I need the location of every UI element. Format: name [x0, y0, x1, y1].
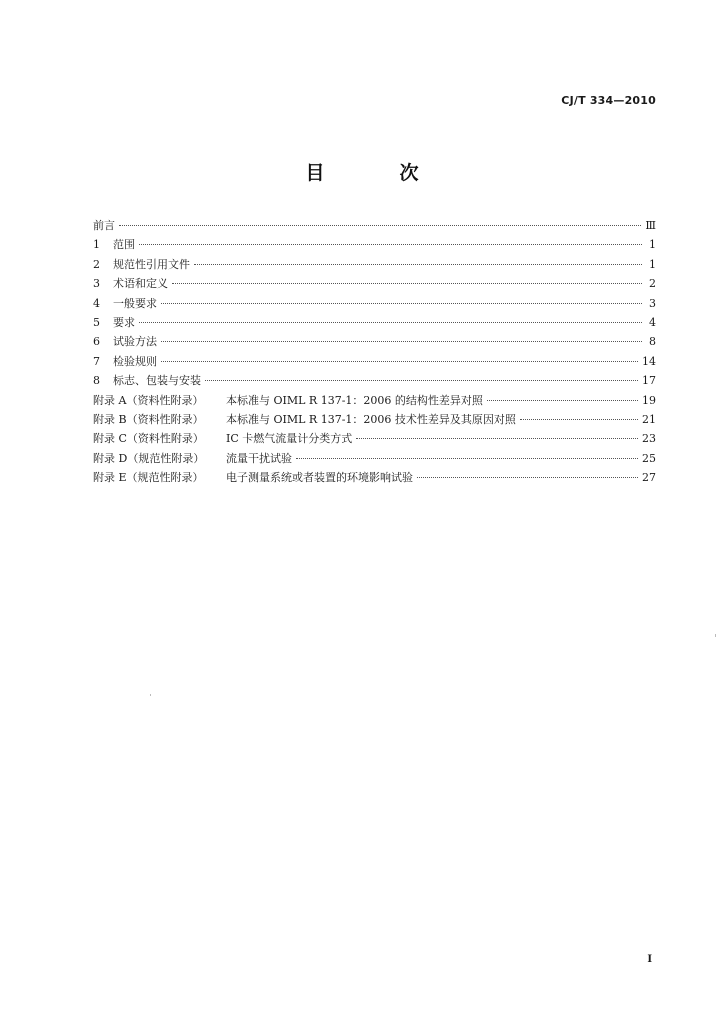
toc-entry-number: 5	[93, 315, 100, 329]
toc-entry-page: 8	[649, 335, 656, 349]
toc-entry-label: IC 卡燃气流量计分类方式	[226, 432, 353, 446]
toc-entry-label: 前言	[93, 219, 115, 232]
toc-leader-dots	[356, 430, 638, 439]
toc-entry-number: 6	[93, 335, 100, 349]
toc-entry-number: 8	[93, 374, 100, 388]
toc-leader-dots	[172, 275, 642, 284]
appendix-designation: 附录 C（资料性附录）	[93, 432, 204, 446]
toc-entry-label: 检验规则	[113, 354, 157, 368]
appendix-designation: 附录 D（规范性附录）	[93, 451, 205, 465]
toc-leader-dots	[139, 314, 642, 323]
toc-entry-page: 4	[649, 315, 656, 329]
toc-entry-page: 25	[642, 451, 656, 465]
toc-leader-dots	[205, 372, 638, 381]
toc-entry-test-methods[interactable]	[93, 332, 656, 351]
toc-entry-page: 14	[642, 354, 656, 368]
toc-entry-number: 4	[93, 296, 100, 310]
toc-entry-appendix-c[interactable]	[93, 429, 656, 448]
toc-entry-page: 3	[649, 296, 656, 310]
toc-entry-foreword[interactable]	[93, 216, 656, 235]
toc-leader-dots	[161, 295, 642, 304]
toc-leader-dots	[417, 469, 638, 478]
toc-entry-label: 术语和定义	[113, 277, 168, 291]
appendix-designation: 附录 A（资料性附录）	[93, 393, 204, 407]
toc-entry-number: 3	[93, 277, 100, 291]
toc-entry-label: 本标准与 OIML R 137-1：2006 技术性差异及其原因对照	[226, 412, 516, 426]
scan-speck	[715, 634, 716, 637]
toc-entry-label: 范围	[113, 238, 135, 252]
toc-leader-dots	[487, 392, 638, 401]
toc-entry-page: 17	[642, 374, 656, 388]
toc-entry-terms-definitions[interactable]	[93, 274, 656, 293]
toc-entry-marking-packaging[interactable]	[93, 371, 656, 390]
toc-entry-page: 21	[642, 412, 656, 426]
toc-entry-page: Ⅲ	[645, 219, 656, 232]
toc-leader-dots	[520, 411, 638, 420]
toc-leader-dots	[161, 333, 642, 342]
appendix-designation: 附录 E（规范性附录）	[93, 471, 204, 485]
toc-entry-appendix-b[interactable]	[93, 410, 656, 429]
toc-entry-number: 2	[93, 257, 100, 271]
toc-entry-page: 19	[642, 393, 656, 407]
toc-leader-dots	[296, 450, 638, 459]
toc-entry-page: 27	[642, 471, 656, 485]
toc-entry-inspection-rules[interactable]	[93, 352, 656, 371]
toc-entry-label: 流量干扰试验	[226, 451, 292, 465]
toc-entry-appendix-d[interactable]	[93, 449, 656, 468]
toc-entry-label: 标志、包装与安装	[113, 374, 201, 388]
toc-entry-label: 本标准与 OIML R 137-1：2006 的结构性差异对照	[226, 393, 483, 407]
toc-entry-normative-references[interactable]	[93, 255, 656, 274]
page-title: 目 次	[305, 162, 447, 184]
toc-entry-number: 1	[93, 238, 100, 252]
toc-entry-appendix-a[interactable]	[93, 391, 656, 410]
scan-speck	[150, 694, 151, 696]
toc-entry-label: 要求	[113, 315, 135, 329]
table-of-contents	[93, 216, 656, 487]
toc-entry-scope[interactable]	[93, 235, 656, 254]
toc-entry-general-requirements[interactable]	[93, 294, 656, 313]
toc-entry-number: 7	[93, 354, 100, 368]
toc-entry-label: 规范性引用文件	[113, 257, 190, 271]
toc-leader-dots	[161, 353, 638, 362]
toc-entry-page: 2	[649, 277, 656, 291]
toc-entry-label: 一般要求	[113, 296, 157, 310]
toc-entry-label: 试验方法	[113, 335, 157, 349]
standard-code: CJ/T 334—2010	[561, 94, 656, 107]
toc-entry-page: 1	[649, 238, 656, 252]
page-number: I	[647, 954, 652, 965]
toc-entry-label: 电子测量系统或者装置的环境影响试验	[226, 471, 413, 485]
toc-leader-dots	[139, 236, 642, 245]
toc-leader-dots	[194, 256, 642, 265]
toc-entry-appendix-e[interactable]	[93, 468, 656, 487]
toc-leader-dots	[119, 217, 641, 226]
toc-entry-page: 1	[649, 257, 656, 271]
toc-entry-requirements[interactable]	[93, 313, 656, 332]
toc-entry-page: 23	[642, 432, 656, 446]
appendix-designation: 附录 B（资料性附录）	[93, 412, 204, 426]
